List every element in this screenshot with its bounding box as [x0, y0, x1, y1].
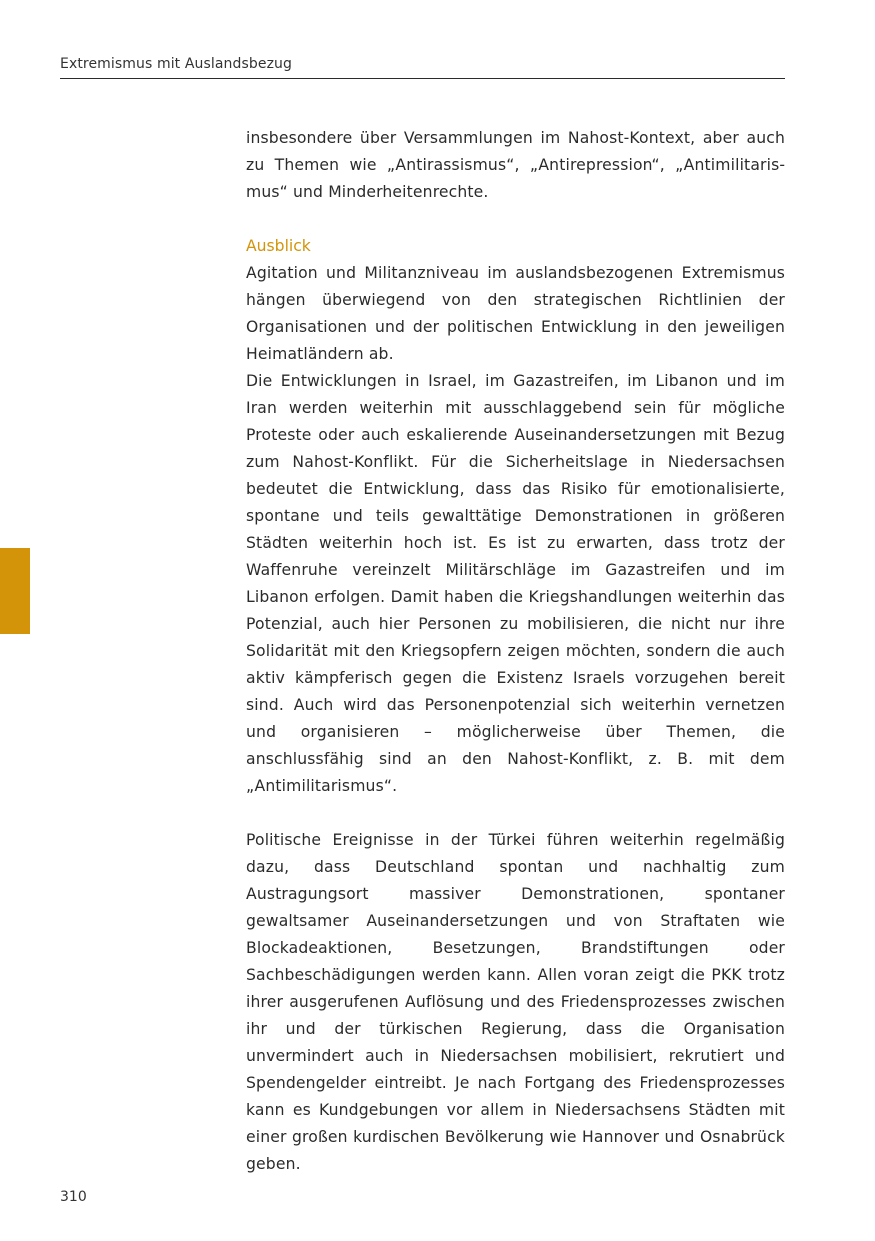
body-paragraph-2: Die Entwicklungen in Israel, im Gazastreifen, im Libanon und im Iran werden weiterhin mit ausschlaggebend sein für mögliche Proteste oder auch eskalierende Auseinandersetzungen mit Bezug zum Nahost-Konflikt. Für die Sicherheitslage in Niedersachsen bedeutet die Entwicklung, dass das Risiko für emotionalisierte, spontane und teils gewalttätige Demonstrationen in größeren Städten weiterhin hoch ist. Es ist zu erwarten, dass trotz der Waffenruhe vereinzelt Militärschläge im Gazastreifen und im Libanon erfolgen. Damit haben die Kriegshandlungen weiterhin das Potenzial, auch hier Personen zu mobilisieren, die nicht nur ihre Solidarität mit den Kriegsopfern zeigen möchten, sondern die auch aktiv kämpferisch gegen die Existenz Israels vorzugehen bereit sind. Auch wird das Personenpotenzial sich weiterhin vernetzen und organisieren – möglicherweise über Themen, die anschlussfähig sind an den Nahost-Konflikt, z. B. mit dem „Antimilitarismus“.	[246, 372, 785, 795]
section-heading-ausblick: Ausblick	[246, 237, 311, 255]
intro-paragraph: insbesondere über Versammlungen im Nahost-Kontext, aber auch zu Themen wie „Antirassismus“, „Antirepression“, „Antimilitarismus“ und Minderheitenrechte.	[246, 129, 785, 201]
header-divider	[60, 78, 785, 79]
main-content	[246, 125, 785, 1178]
paragraph-spacer	[246, 206, 785, 233]
paragraph-spacer	[246, 800, 785, 827]
body-paragraph-1: Agitation und Militanzniveau im auslandsbezogenen Extremismus hängen überwiegend von den strategischen Richtlinien der Organisationen und der politischen Entwicklung in den jeweiligen Heimatländern ab.	[246, 264, 785, 363]
running-header: Extremismus mit Auslandsbezug	[60, 56, 292, 72]
page-number: 310	[60, 1189, 87, 1205]
body-paragraph-3: Politische Ereignisse in der Türkei führen weiterhin regelmäßig dazu, dass Deutschland spontan und nachhaltig zum Austragungsort massiver Demonstrationen, spontaner gewaltsamer Auseinandersetzungen und von Straftaten wie Blockadeaktionen, Besetzungen, Brandstiftungen oder Sachbeschädigungen werden kann. Allen voran zeigt die PKK trotz ihrer ausgerufenen Auflösung und des Friedensprozesses zwischen ihr und der türkischen Regierung, dass die Organisation unvermindert auch in Niedersachsen mobilisiert, rekrutiert und Spendengelder eintreibt. Je nach Fortgang des Friedensprozesses kann es Kundgebungen vor allem in Niedersachsens Städten mit einer großen kurdischen Bevölkerung wie Hannover und Osnabrück geben.	[246, 831, 785, 1173]
chapter-marker-tab	[0, 548, 30, 634]
